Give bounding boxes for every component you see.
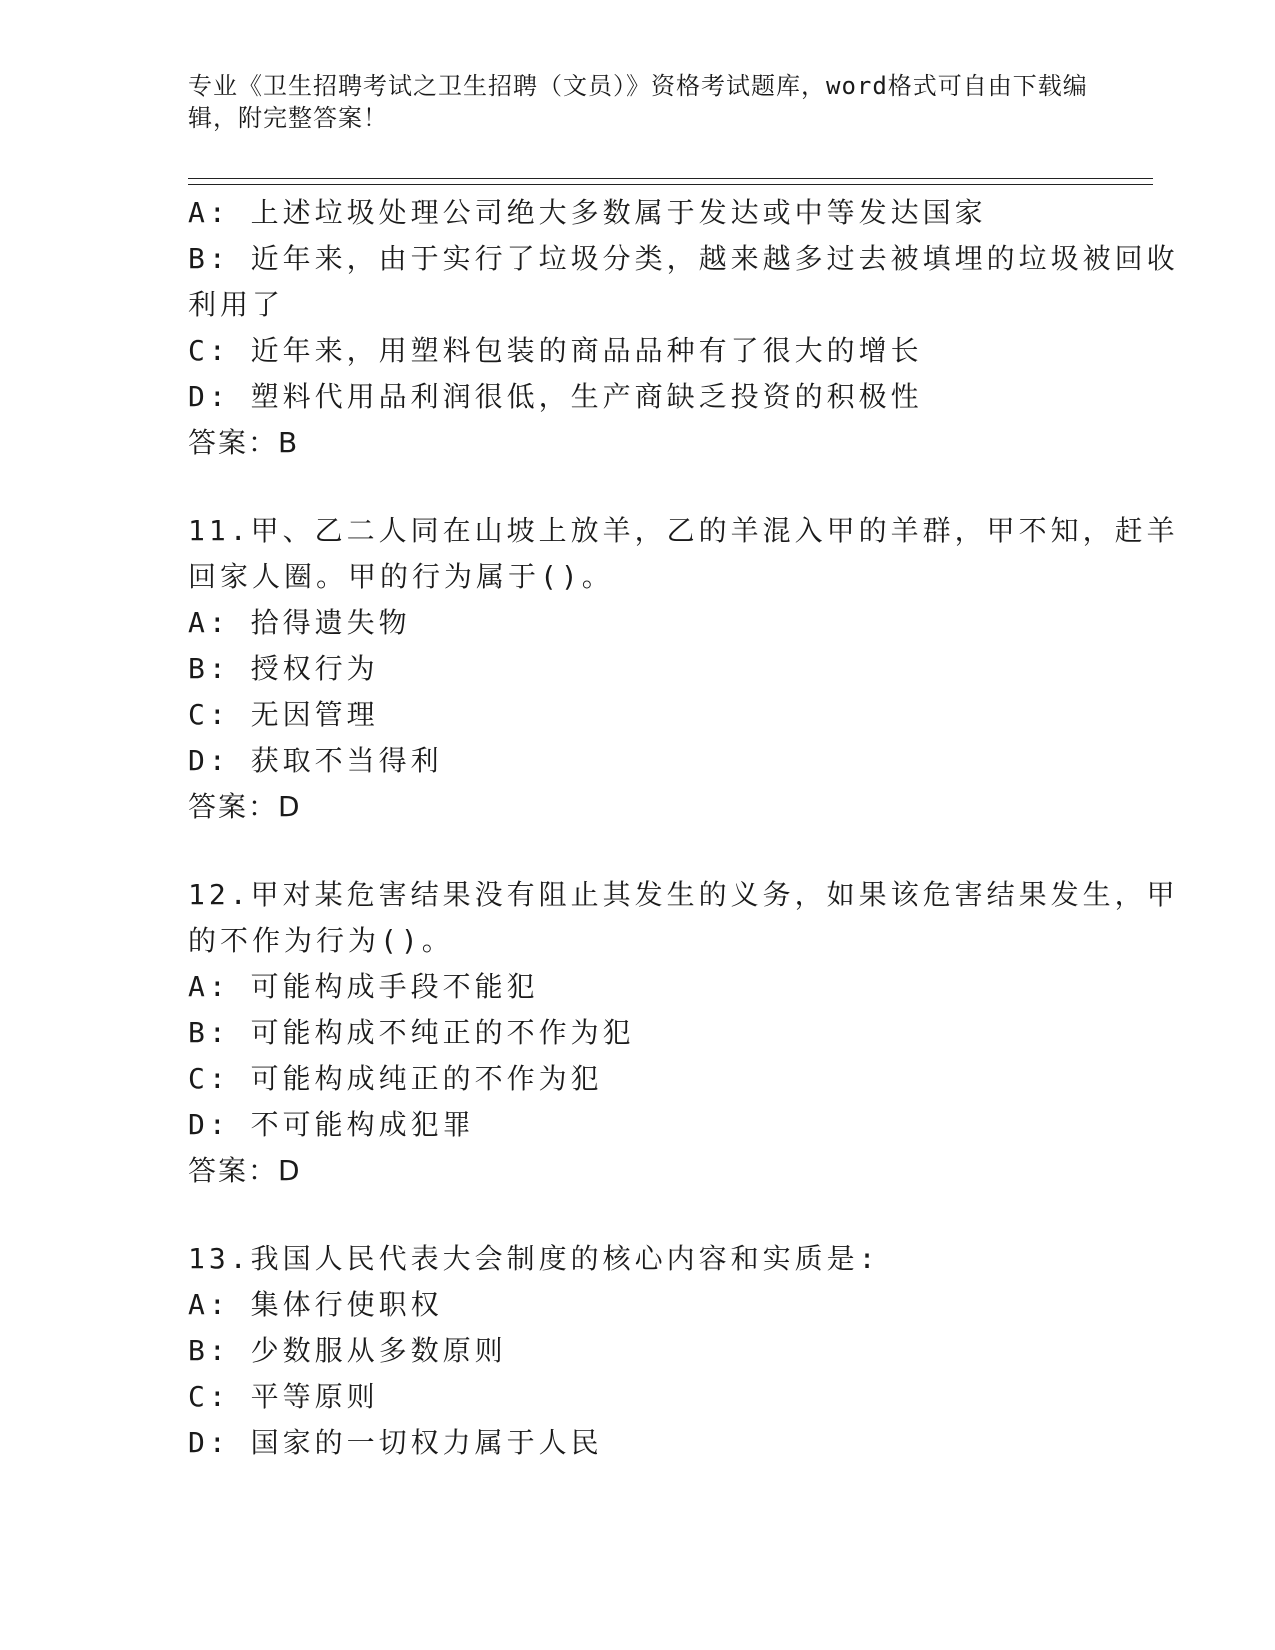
question-stem-line: 的不作为行为()。: [188, 924, 454, 957]
option-a: A: 集体行使职权: [188, 1288, 443, 1321]
spacer: [188, 1194, 1088, 1236]
option-b: B: 近年来，由于实行了垃圾分类，越来越多过去被填埋的垃圾被回收: [188, 242, 1179, 275]
question-stem-line: 13.我国人民代表大会制度的核心内容和实质是:: [188, 1242, 880, 1275]
question-10-continued: [188, 190, 1179, 466]
question-stem-line: 12.甲对某危害结果没有阻止其发生的义务，如果该危害结果发生，甲: [188, 878, 1179, 911]
header-rule-top: [188, 178, 1153, 179]
option-a: A: 拾得遗失物: [188, 606, 411, 639]
spacer: [188, 466, 1088, 508]
document-content: [188, 190, 1179, 1466]
option-a: A: 可能构成手段不能犯: [188, 970, 539, 1003]
answer-label: 答案：D: [188, 1154, 302, 1187]
option-a: A: 上述垃圾处理公司绝大多数属于发达或中等发达国家: [188, 196, 987, 229]
question-11: [188, 508, 1179, 830]
option-d: D: 国家的一切权力属于人民: [188, 1426, 603, 1459]
document-header: 专业《卫生招聘考试之卫生招聘（文员）》资格考试题库，word格式可自由下载编辑，附完整答案！: [188, 72, 1088, 132]
option-c: C: 近年来，用塑料包装的商品品种有了很大的增长: [188, 334, 923, 367]
option-c: C: 平等原则: [188, 1380, 379, 1413]
option-b: B: 授权行为: [188, 652, 379, 685]
option-b: B: 可能构成不纯正的不作为犯: [188, 1016, 635, 1049]
header-rule-bottom: [188, 184, 1153, 185]
option-b-continued: 利用了: [188, 288, 285, 321]
answer-label: 答案：B: [188, 426, 300, 459]
answer-label: 答案：D: [188, 790, 302, 823]
option-d: D: 不可能构成犯罪: [188, 1108, 475, 1141]
question-13: [188, 1236, 1088, 1466]
spacer: [188, 830, 1088, 872]
question-12: [188, 872, 1179, 1194]
option-d: D: 塑料代用品利润很低，生产商缺乏投资的积极性: [188, 380, 923, 413]
option-c: C: 无因管理: [188, 698, 379, 731]
option-c: C: 可能构成纯正的不作为犯: [188, 1062, 603, 1095]
question-stem-line: 回家人圈。甲的行为属于()。: [188, 560, 614, 593]
question-stem-line: 11.甲、乙二人同在山坡上放羊，乙的羊混入甲的羊群，甲不知，赶羊: [188, 514, 1179, 547]
option-b: B: 少数服从多数原则: [188, 1334, 507, 1367]
option-d: D: 获取不当得利: [188, 744, 443, 777]
